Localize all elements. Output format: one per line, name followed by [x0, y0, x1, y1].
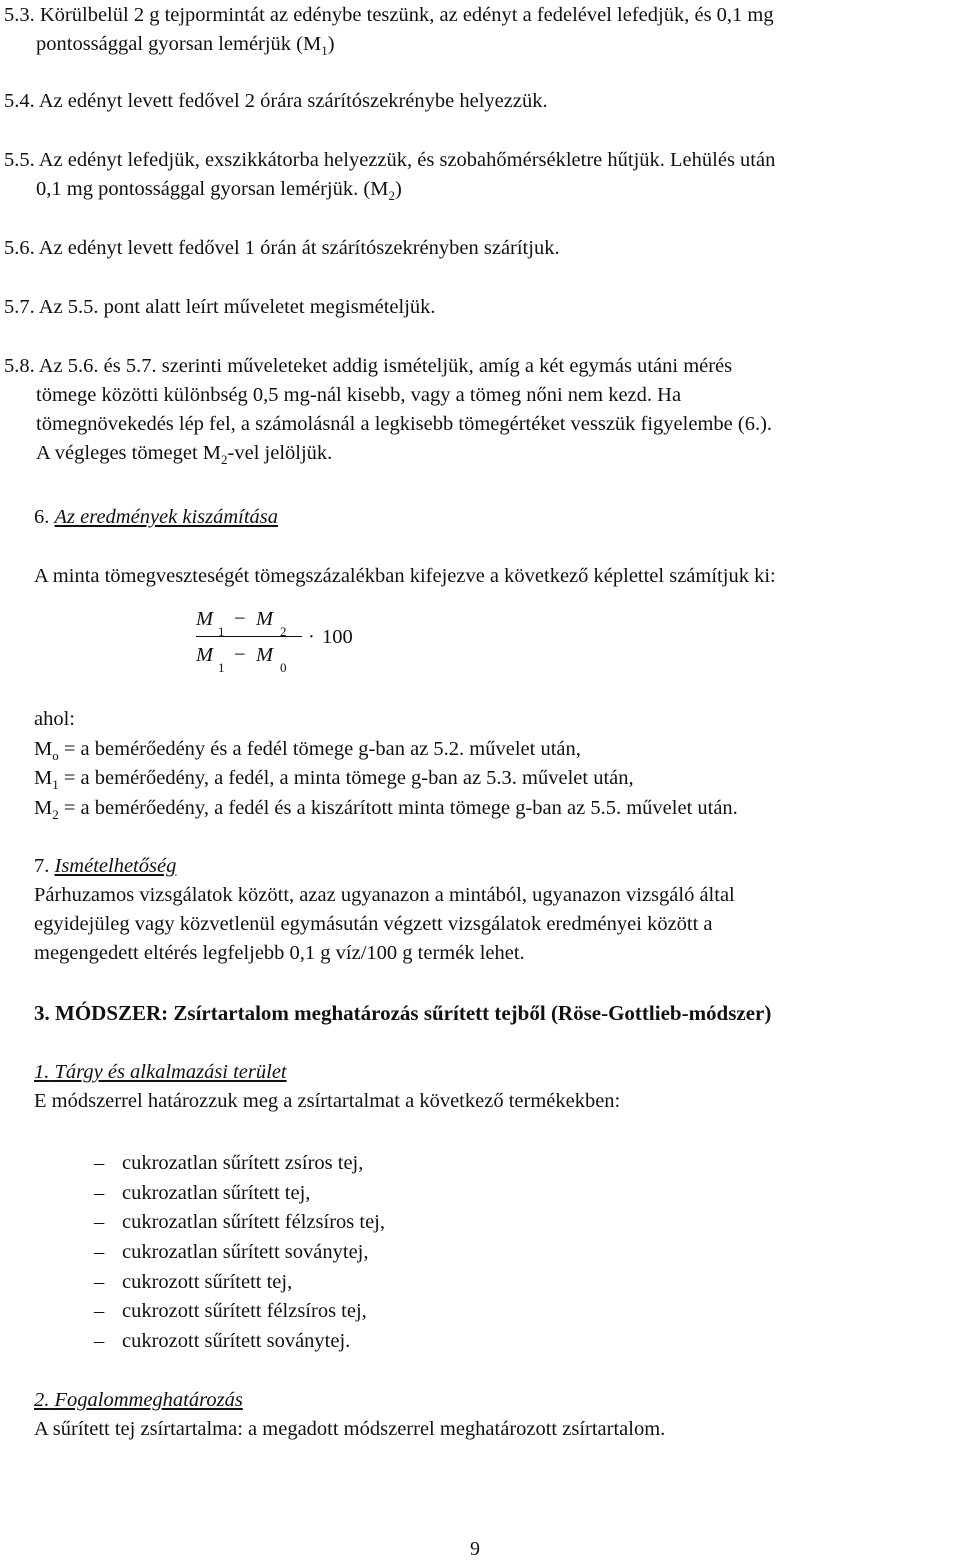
formula-factor: 100: [322, 626, 353, 648]
subsection-1-heading: [34, 1058, 926, 1087]
step-text-line3: tömegnövekedés lép fel, a számolásnál a legkisebb tömegértéket vesszük figyelembe (6.).: [36, 413, 773, 435]
step-text-line4: A végleges tömeget M: [36, 442, 222, 464]
list-item-text: cukrozatlan sűrített félzsíros tej,: [122, 1211, 385, 1234]
list-item: [94, 1297, 385, 1327]
step-text: Az 5.5. pont alatt leírt műveletet megismételjük.: [38, 296, 436, 318]
formula-sub2-num: 2: [280, 624, 287, 639]
step-text-line4-end: -vel jelöljük.: [227, 442, 333, 464]
section-7-line2: egyidejüleg vagy közvetlenül egymásután végzett vizsgálatok eredményei között a: [34, 913, 713, 935]
step-text-line2: tömege közötti különbség 0,5 mg-nál kisebb, vagy a tömeg nőni nem kezd. Ha: [36, 384, 682, 406]
list-item: [94, 1238, 385, 1268]
step-text: Az edényt levett fedővel 1 órán át szárítószekrényben szárítjuk.: [38, 237, 560, 259]
formula-times: ·: [308, 626, 315, 648]
dash-bullet: –: [94, 1211, 105, 1234]
section-7-body: [34, 881, 954, 968]
dash-bullet: –: [94, 1330, 105, 1353]
step-number: 5.5.: [4, 149, 35, 171]
definition-m2: [34, 794, 954, 829]
def-sub: 2: [52, 807, 59, 823]
step-text-end: ): [394, 178, 402, 200]
list-item: [94, 1327, 385, 1357]
section-number: 7.: [34, 855, 50, 877]
def-text: = a bemérőedény, a fedél és a kiszárított minta tömege g-ban az 5.5. művelet után.: [58, 797, 738, 819]
subsection-2-text: A sűrített tej zsírtartalma: a megadott módszerrel meghatározott zsírtartalom.: [34, 1418, 666, 1440]
list-item-text: cukrozatlan sűrített tej,: [122, 1181, 311, 1204]
subsection-number: 2.: [34, 1389, 50, 1411]
list-item-text: cukrozott sűrített tej,: [122, 1270, 293, 1293]
formula-m2-num: M: [256, 608, 274, 630]
subsection-number: 1.: [34, 1061, 50, 1083]
def-symbol: M: [34, 767, 53, 789]
step-text-line1: Az 5.6. és 5.7. szerinti műveleteket addig ismételjük, amíg a két egymás utáni mérés: [38, 355, 733, 377]
def-text: = a bemérőedény és a fedél tömege g-ban az 5.2. művelet után,: [58, 738, 581, 760]
dash-bullet: –: [94, 1300, 105, 1323]
list-item-text: cukrozott sűrített félzsíros tej,: [122, 1300, 367, 1323]
list-item: [94, 1179, 385, 1209]
page-number: 9: [470, 1538, 480, 1560]
section-7-heading: [34, 852, 926, 881]
subscript: 1: [321, 43, 328, 59]
subsection-title-text: Tárgy és alkalmazási terület: [54, 1061, 287, 1083]
section-title: Ismételhetőség: [54, 855, 177, 877]
list-item-text: cukrozott sűrített soványtej.: [122, 1330, 351, 1353]
formula-sub0-den: 0: [280, 660, 287, 675]
step-text: Körülbelül 2 g tejpormintát az edénybe teszünk, az edényt a fedelével lefedjük, és 0,1 mg: [39, 4, 774, 26]
list-item-text: cukrozatlan sűrített zsíros tej,: [122, 1152, 364, 1174]
formula-m0-den: M: [256, 644, 274, 666]
subsection-title: [34, 1389, 243, 1411]
formula-sub1-num: 1: [218, 624, 225, 639]
formula-m1-den: M: [196, 644, 214, 666]
step-5-4: [4, 87, 954, 116]
def-symbol: M: [34, 738, 53, 760]
step-5-3: [4, 1, 954, 65]
subsection-1-intro: E módszerrel határozzuk meg a zsírtartalmat a következő termékekben:: [34, 1090, 621, 1112]
def-symbol: M: [34, 797, 53, 819]
product-list: [94, 1149, 385, 1357]
method-3-heading: 3. MÓDSZER: Zsírtartalom meghatározás sűrített tejből (Röse-Gottlieb-módszer): [34, 1001, 772, 1025]
subsection-title: [34, 1061, 287, 1083]
def-sub: 1: [52, 777, 59, 793]
step-text-cont: pontossággal gyorsan lemérjük (M: [36, 33, 322, 55]
dash-bullet: –: [94, 1241, 105, 1264]
step-text: Az edényt lefedjük, exszikkátorba helyezzük, és szobahőmérsékletre hűtjük. Lehülés után: [38, 149, 776, 171]
step-number: 5.8.: [4, 355, 35, 377]
list-item-text: cukrozatlan sűrített soványtej,: [122, 1241, 369, 1264]
list-item: [94, 1149, 385, 1179]
section-6-intro: A minta tömegveszteségét tömegszázalékban kifejezve a következő képlettel számítjuk ki:: [34, 565, 776, 587]
step-text: Az edényt levett fedővel 2 órára szárítószekrénybe helyezzük.: [38, 90, 548, 112]
step-text-end: ): [327, 33, 335, 55]
step-number: 5.7.: [4, 296, 35, 318]
mass-loss-formula: [196, 603, 396, 675]
subscript: 2: [388, 188, 395, 204]
subscript: 2: [221, 452, 228, 468]
step-5-7: [4, 293, 954, 322]
section-6-heading: [34, 503, 926, 532]
def-sub: o: [52, 748, 59, 764]
formula-m1-num: M: [196, 608, 214, 630]
section-7-line3: megengedett eltérés legfeljebb 0,1 g víz/100 g termék lehet.: [34, 942, 525, 964]
step-number: 5.6.: [4, 237, 35, 259]
section-7-line1: Párhuzamos vizsgálatok között, azaz ugyanazon a mintából, ugyanazon vizsgáló által: [34, 884, 735, 906]
step-number: 5.4.: [4, 90, 35, 112]
def-text: = a bemérőedény, a fedél, a minta tömege g-ban az 5.3. művelet után,: [58, 767, 634, 789]
formula-sub1-den: 1: [218, 660, 225, 675]
where-label: ahol:: [34, 708, 75, 730]
step-text-cont: 0,1 mg pontossággal gyorsan lemérjük. (M: [36, 178, 389, 200]
list-item: [94, 1208, 385, 1238]
dash-bullet: –: [94, 1181, 105, 1204]
dash-bullet: –: [94, 1270, 105, 1293]
dash-bullet: –: [94, 1152, 105, 1174]
step-5-8: [4, 352, 956, 474]
subsection-title-text: Fogalommeghatározás: [54, 1389, 243, 1411]
subsection-2-heading: [34, 1386, 926, 1415]
formula-minus-num: −: [234, 608, 246, 630]
fraction-bar: [196, 636, 302, 637]
formula-minus-den: −: [234, 644, 246, 666]
list-item: [94, 1268, 385, 1298]
section-number: 6.: [34, 506, 50, 528]
section-title: Az eredmények kiszámítása: [54, 506, 279, 528]
step-5-6: [4, 234, 954, 263]
step-number: 5.3.: [4, 4, 35, 26]
step-5-5: [4, 146, 954, 210]
